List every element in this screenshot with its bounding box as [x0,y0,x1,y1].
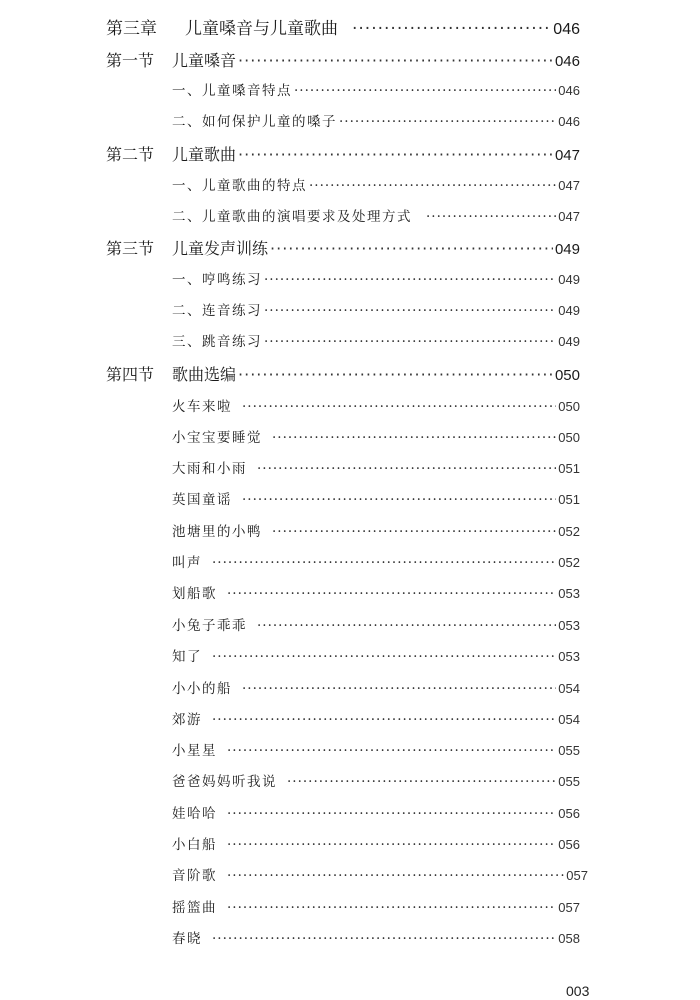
dot-leader [227,900,556,916]
section-page-number: 046 [554,53,580,70]
dot-leader [212,931,556,947]
toc-item-title: 小小的船 [172,681,232,697]
toc-item-page-number: 052 [558,555,580,570]
toc-item-page-number: 047 [558,209,580,224]
dot-leader [287,774,556,790]
dot-leader [212,712,556,728]
dot-leader [352,19,551,39]
toc-item-title: 英国童谣 [172,492,232,508]
toc-item-title: 二、连音练习 [172,303,262,319]
toc-item-row[interactable] [172,833,580,853]
toc-item-row[interactable] [172,582,580,602]
toc-item-row[interactable] [172,174,580,194]
toc-item-page-number: 051 [558,492,580,507]
toc-item-title: 三、跳音练习 [172,334,262,350]
toc-item-row[interactable] [172,896,580,916]
toc-item-title: 一、哼鸣练习 [172,272,262,288]
toc-item-row[interactable] [172,395,580,415]
dot-leader [426,209,556,225]
chapter-label [106,14,338,39]
toc-item-row[interactable] [172,110,580,130]
section-title: 歌曲选编 [172,365,237,384]
toc-item-row[interactable] [172,739,580,759]
toc-item-title: 小兔子乖乖 [172,618,247,634]
toc-item-title: 二、儿童歌曲的演唱要求及处理方式 [172,209,412,225]
toc-item-title: 大雨和小雨 [172,461,247,477]
toc-item-page-number: 057 [558,900,580,915]
toc-item-page-number: 049 [558,334,580,349]
toc-item-page-number: 049 [558,303,580,318]
toc-item-title: 池塘里的小鸭 [172,524,262,540]
toc-item-row[interactable] [172,205,580,225]
toc-item-page-number: 046 [558,114,580,129]
toc-item-title: 音阶歌 [172,868,217,884]
toc-item-page-number: 055 [558,774,580,789]
toc-item-page-number: 053 [558,618,580,633]
toc-item-row[interactable] [172,488,580,508]
toc-section-row[interactable] [106,236,580,259]
toc-item-row[interactable] [172,79,580,99]
toc-item-title: 火车来啦 [172,399,232,415]
toc-item-title: 划船歌 [172,586,217,602]
dot-leader [227,586,556,602]
toc-item-title: 知了 [172,649,202,665]
dot-leader [257,461,556,477]
dot-leader [238,145,553,164]
section-title: 儿童嗓音 [172,51,237,70]
section-number: 第四节 [106,365,155,384]
toc-section-row[interactable] [106,362,580,385]
toc-item-row[interactable] [172,708,580,728]
dot-leader [270,239,553,258]
toc-item-row[interactable] [172,770,580,790]
toc-item-title: 二、如何保护儿童的嗓子 [172,114,337,130]
toc-item-row[interactable] [172,802,580,822]
section-page-number: 047 [554,147,580,164]
dot-leader [309,178,556,194]
toc-item-row[interactable] [172,551,580,571]
toc-item-row[interactable] [172,268,580,288]
toc-item-row[interactable] [172,457,580,477]
dot-leader [227,868,564,884]
toc-item-title: 摇篮曲 [172,900,217,916]
toc-item-page-number: 055 [558,743,580,758]
dot-leader [272,524,556,540]
toc-item-row[interactable] [172,299,580,319]
section-page-number: 050 [554,367,580,384]
dot-leader [212,649,556,665]
dot-leader [212,555,556,571]
toc-item-title: 小星星 [172,743,217,759]
section-number: 第一节 [106,51,155,70]
toc-item-page-number: 054 [558,681,580,696]
dot-leader [257,618,556,634]
dot-leader [294,83,556,99]
toc-item-title: 一、儿童歌曲的特点 [172,178,307,194]
toc-item-title: 郊游 [172,712,202,728]
dot-leader [272,430,556,446]
toc-item-page-number: 056 [558,837,580,852]
toc-item-row[interactable] [172,864,588,884]
chapter-page-number: 046 [553,21,580,38]
toc-item-row[interactable] [172,330,580,350]
dot-leader [242,681,556,697]
section-title: 儿童歌曲 [172,145,237,164]
toc-item-title: 娃哈哈 [172,806,217,822]
toc-item-row[interactable] [172,426,580,446]
toc-item-title: 小宝宝要睡觉 [172,430,262,446]
toc-chapter-row[interactable] [106,14,580,39]
dot-leader [238,365,553,384]
dot-leader [339,114,556,130]
dot-leader [264,303,556,319]
toc-section-row[interactable] [106,48,580,71]
toc-item-page-number: 053 [558,586,580,601]
toc-item-page-number: 046 [558,83,580,98]
toc-item-row[interactable] [172,614,580,634]
toc-item-title: 爸爸妈妈听我说 [172,774,277,790]
toc-item-page-number: 050 [558,430,580,445]
dot-leader [227,837,556,853]
toc-item-row[interactable] [172,927,580,947]
toc-item-page-number: 050 [558,399,580,414]
section-title: 儿童发声训练 [172,239,269,258]
dot-leader [264,334,556,350]
toc-item-page-number: 054 [558,712,580,727]
toc-item-title: 一、儿童嗓音特点 [172,83,292,99]
toc-item-page-number: 056 [558,806,580,821]
section-page-number: 049 [554,241,580,258]
toc-item-title: 叫声 [172,555,202,571]
toc-item-row[interactable] [172,645,580,665]
toc-item-page-number: 049 [558,272,580,287]
toc-section-row[interactable] [106,142,580,165]
chapter-title: 儿童嗓音与儿童歌曲 [185,19,338,39]
toc-item-title: 小白船 [172,837,217,853]
dot-leader [242,492,556,508]
toc-item-row[interactable] [172,520,580,540]
dot-leader [238,51,553,70]
toc-item-page-number: 058 [558,931,580,946]
toc-item-page-number: 051 [558,461,580,476]
toc-item-page-number: 057 [566,868,588,883]
chapter-number: 第三章 [106,19,157,39]
dot-leader [264,272,556,288]
section-number: 第三节 [106,239,155,258]
toc-item-title: 春晓 [172,931,202,947]
dot-leader [227,743,556,759]
toc-item-page-number: 052 [558,524,580,539]
dot-leader [227,806,556,822]
toc-item-page-number: 053 [558,649,580,664]
section-number: 第二节 [106,145,155,164]
toc-item-page-number: 047 [558,178,580,193]
toc-item-row[interactable] [172,677,580,697]
dot-leader [242,399,556,415]
page-folio: 003 [566,983,590,999]
